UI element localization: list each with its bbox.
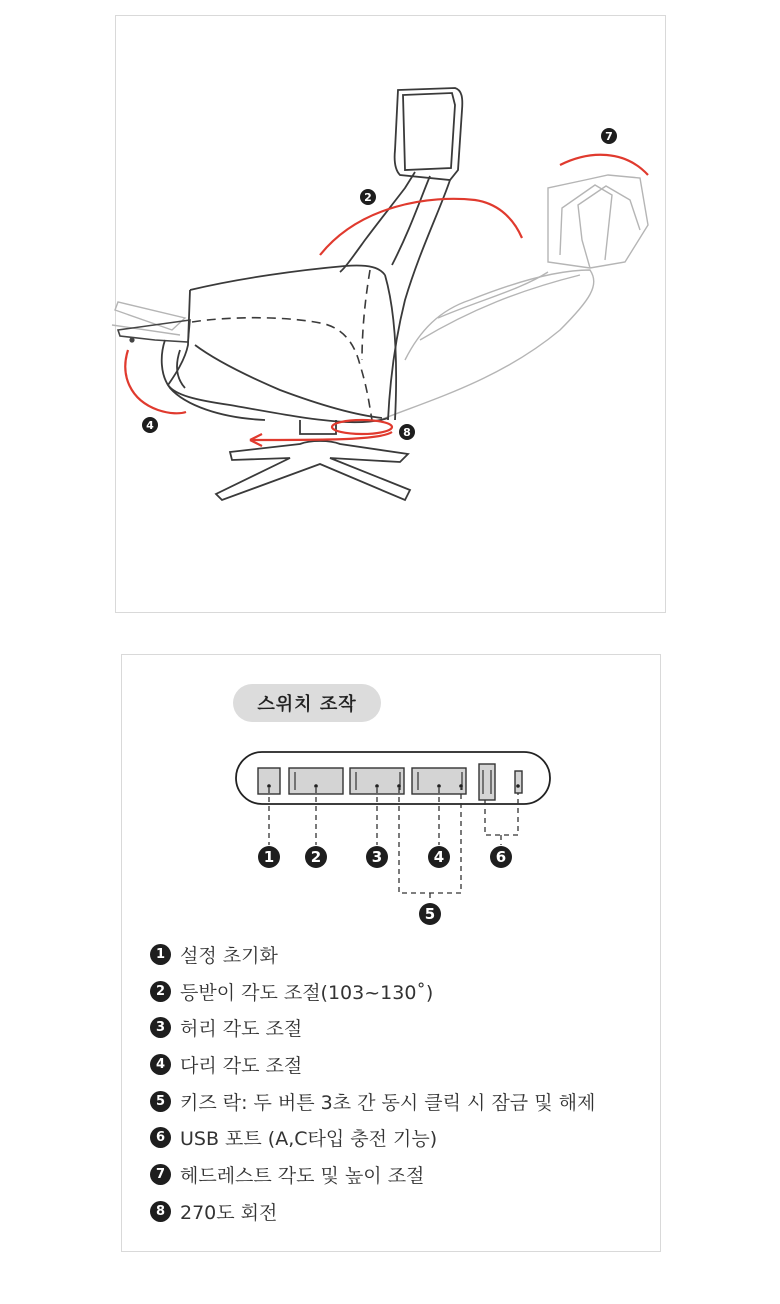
switch-leader-lines xyxy=(269,788,518,902)
legend-label: 허리 각도 조절 xyxy=(180,1018,303,1041)
legend-number-badge: 5 xyxy=(150,1091,171,1112)
legend-item xyxy=(150,1046,595,1083)
usb-c-port xyxy=(515,771,522,793)
legend-item xyxy=(150,973,595,1010)
switch-num-3: 3 xyxy=(371,848,383,866)
legend-label: 헤드레스트 각도 및 높이 조절 xyxy=(180,1164,425,1187)
switch-num-1: 1 xyxy=(263,848,275,866)
legend-number-badge: 3 xyxy=(150,1017,171,1038)
legend-label: 270도 회전 xyxy=(180,1201,278,1224)
legend-item xyxy=(150,1119,595,1156)
legend-item xyxy=(150,1009,595,1046)
legend-item xyxy=(150,1156,595,1193)
legend-item xyxy=(150,936,595,973)
callout-4: 4 xyxy=(146,419,154,432)
legend-number-badge: 8 xyxy=(150,1201,171,1222)
switch-operation-title: 스위치 조작 xyxy=(233,684,381,722)
legend-label: USB 포트 (A,C타입 충전 기능) xyxy=(180,1128,438,1151)
legend-number-badge: 2 xyxy=(150,981,171,1002)
switch-num-4: 4 xyxy=(433,848,445,866)
legend-number-badge: 1 xyxy=(150,944,171,965)
legend-item xyxy=(150,1083,595,1120)
usb-a-port xyxy=(479,764,495,800)
legend-number-badge: 7 xyxy=(150,1164,171,1185)
callout-8: 8 xyxy=(403,426,411,439)
legend-label: 다리 각도 조절 xyxy=(180,1054,303,1077)
switch-number-badges xyxy=(258,846,512,925)
legend-label: 설정 초기화 xyxy=(180,944,278,967)
callout-2: 2 xyxy=(364,191,372,204)
switch-num-6: 6 xyxy=(495,848,507,866)
legend-label: 등받이 각도 조절(103~130˚) xyxy=(180,981,434,1004)
legend-number-badge: 4 xyxy=(150,1054,171,1075)
function-legend xyxy=(150,936,595,1230)
legend-label: 키즈 락: 두 버튼 3초 간 동시 클릭 시 잠금 및 해제 xyxy=(180,1091,596,1114)
callout-7: 7 xyxy=(605,130,613,143)
legend-number-badge: 6 xyxy=(150,1127,171,1148)
legend-item xyxy=(150,1193,595,1230)
switch-num-5: 5 xyxy=(424,905,436,923)
switch-num-2: 2 xyxy=(310,848,322,866)
